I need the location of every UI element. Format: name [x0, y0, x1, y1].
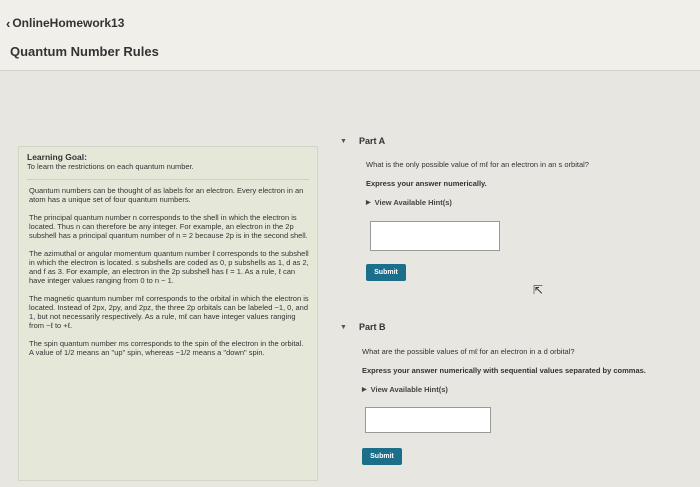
learning-goal-title: Learning Goal: — [27, 152, 87, 162]
part-b-submit-button[interactable]: Submit — [362, 448, 402, 465]
page-title: Quantum Number Rules — [10, 44, 159, 59]
part-a-label: Part A — [358, 136, 386, 146]
goal-paragraph-spin: The spin quantum number ms corresponds to the spin of the electron in the orbital. A value of 1/2 means an "up" spin, whereas −1/2 means a "down" spin. — [29, 339, 304, 357]
part-a-hints-link[interactable] — [366, 198, 690, 207]
chevron-left-icon: ‹ — [6, 15, 11, 31]
part-b-question: What are the possible values of mℓ for an electron in a d orbital? — [362, 347, 575, 356]
part-a-section — [340, 136, 690, 281]
chevron-down-icon: ▼ — [340, 137, 347, 145]
part-a-header[interactable] — [340, 136, 690, 146]
triangle-right-icon: ▶ — [366, 200, 371, 206]
part-b-instructions: Express your answer numerically with sequential values separated by commas. — [362, 366, 646, 375]
goal-paragraph-principal: The principal quantum number n corresponds to the shell in which the electron is located. Thus n can therefore be any integer. For example, an electron in the 2p subshell has a principal quantum number of n = 2 because 2p is in the second shell. — [29, 213, 308, 240]
part-a-hints-label: View Available Hint(s) — [374, 198, 452, 207]
part-b-answer-input[interactable] — [365, 407, 491, 433]
part-a-question: What is the only possible value of mℓ for an electron in an s orbital? — [366, 160, 589, 169]
triangle-right-icon: ▶ — [362, 387, 367, 393]
part-a-answer-input[interactable] — [370, 221, 500, 251]
goal-paragraph-intro: Quantum numbers can be thought of as labels for an electron. Every electron in an atom has a unique set of four quantum numbers. — [29, 186, 304, 204]
learning-goal-subtitle: To learn the restrictions on each quantum number. — [27, 162, 194, 171]
chevron-down-icon: ▼ — [340, 323, 347, 331]
goal-paragraph-azimuthal: The azimuthal or angular momentum quantum number ℓ corresponds to the subshell in which the electron is located. s subshells are coded as 0, p subshells as 1, d as 2, and f as 3. For example, an electron in the 2p subshell has ℓ = 1. As a rule, ℓ can have integer values ranging from 0 to n − 1. — [29, 249, 309, 285]
back-link[interactable] — [6, 16, 124, 30]
part-a-submit-button[interactable]: Submit — [366, 264, 406, 281]
part-b-hints-link[interactable] — [362, 385, 690, 394]
part-b-label: Part B — [358, 322, 386, 332]
back-link-label: OnlineHomework13 — [12, 16, 125, 30]
part-b-header[interactable] — [340, 322, 690, 332]
cursor-icon: ⇱ — [533, 283, 544, 297]
divider — [27, 179, 309, 180]
top-bar — [0, 0, 700, 71]
part-b-section — [340, 322, 690, 465]
learning-goal-panel — [18, 146, 318, 481]
part-b-hints-label: View Available Hint(s) — [370, 385, 448, 394]
goal-paragraph-magnetic: The magnetic quantum number mℓ corresponds to the orbital in which the electron is located. Instead of 2px, 2py, and 2pz, the three 2p orbitals can be labeled −1, 0, and 1, but not necessarily respectively. As a rule, mℓ can have integer values ranging from −ℓ to +ℓ. — [29, 294, 309, 330]
part-a-instructions: Express your answer numerically. — [366, 179, 487, 188]
